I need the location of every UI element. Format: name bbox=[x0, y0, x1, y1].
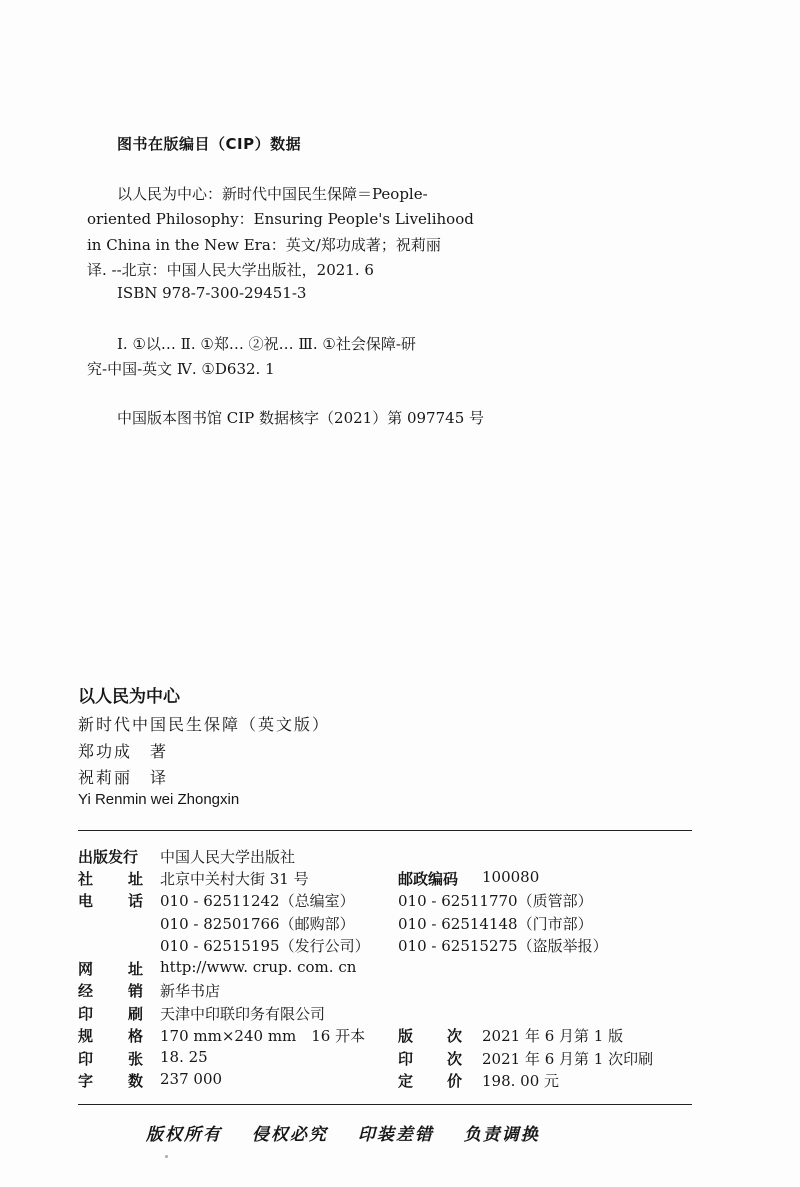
book-title: 以人民为中心 bbox=[78, 687, 180, 707]
copyright-notice bbox=[146, 1120, 562, 1145]
imprint-spec-row bbox=[0, 1025, 700, 1047]
sheets-label-1: 印 bbox=[78, 1050, 94, 1068]
price-value: 198. 00 元 bbox=[482, 1072, 560, 1090]
spec-label-2: 格 bbox=[128, 1027, 144, 1045]
book-author: 郑功成 著 bbox=[78, 742, 169, 761]
imprint-address-row bbox=[0, 868, 700, 890]
edition-label-2: 次 bbox=[447, 1027, 463, 1045]
top-divider bbox=[78, 830, 692, 831]
edition-value: 2021 年 6 月第 1 版 bbox=[482, 1027, 624, 1045]
imprint-words-row bbox=[0, 1070, 700, 1092]
imprint-phone-row-2 bbox=[0, 913, 700, 935]
sheets-value: 18. 25 bbox=[160, 1048, 208, 1066]
book-translator: 祝莉丽 译 bbox=[78, 768, 169, 787]
distributor-value: 新华书店 bbox=[160, 982, 221, 1000]
cip-line-3: in China in the New Era：英文/郑功成著；祝莉丽 bbox=[87, 236, 441, 254]
postcode-value: 100080 bbox=[482, 868, 540, 886]
phone-right-3: 010 - 62515275（盗版举报） bbox=[398, 937, 608, 955]
phone-left-3: 010 - 62515195（发行公司） bbox=[160, 937, 370, 955]
words-label-2: 数 bbox=[128, 1072, 144, 1090]
web-value: http://www. crup. com. cn bbox=[160, 958, 357, 976]
imprint-phone-row-1 bbox=[0, 890, 700, 912]
phone-label-1: 电 bbox=[78, 892, 94, 910]
phone-label-2: 话 bbox=[128, 892, 144, 910]
cip-classification-1: Ⅰ. ①以… Ⅱ. ①郑… ②祝… Ⅲ. ①社会保障-研 bbox=[117, 335, 416, 353]
publisher-label: 出版发行 bbox=[78, 848, 139, 866]
publisher-value: 中国人民大学出版社 bbox=[160, 848, 296, 866]
cip-line-4: 译. --北京：中国人民大学出版社，2021. 6 bbox=[87, 261, 374, 279]
address-label-2: 址 bbox=[128, 870, 144, 888]
printer-value: 天津中印联印务有限公司 bbox=[160, 1005, 326, 1023]
printer-label-1: 印 bbox=[78, 1005, 94, 1023]
copyright-phrase-1: 版权所有 bbox=[146, 1125, 222, 1145]
cip-line-2: oriented Philosophy：Ensuring People's Livelihood bbox=[87, 210, 474, 228]
paper-speck bbox=[165, 1155, 168, 1158]
postcode-label: 邮政编码 bbox=[398, 870, 459, 888]
cip-isbn: ISBN 978-7-300-29451-3 bbox=[117, 284, 307, 302]
copyright-phrase-2: 侵权必究 bbox=[251, 1125, 328, 1145]
cip-number: 中国版本图书馆 CIP 数据核字（2021）第 097745 号 bbox=[117, 409, 485, 427]
distributor-label-1: 经 bbox=[78, 982, 94, 1000]
price-label-2: 价 bbox=[447, 1072, 463, 1090]
phone-right-2: 010 - 62514148（门市部） bbox=[398, 915, 593, 933]
cip-line-1: 以人民为中心：新时代中国民生保障＝People- bbox=[117, 185, 428, 203]
printing-label-1: 印 bbox=[398, 1050, 414, 1068]
bottom-divider bbox=[78, 1104, 692, 1105]
cip-heading: 图书在版编目（CIP）数据 bbox=[117, 135, 302, 153]
web-label-2: 址 bbox=[128, 960, 144, 978]
phone-left-2: 010 - 82501766（邮购部） bbox=[160, 915, 355, 933]
printer-label-2: 刷 bbox=[128, 1005, 144, 1023]
address-label-1: 社 bbox=[78, 870, 94, 888]
address-value: 北京中关村大街 31 号 bbox=[160, 870, 309, 888]
imprint-printer-row bbox=[0, 1003, 700, 1025]
spec-label-1: 规 bbox=[78, 1027, 94, 1045]
phone-left-1: 010 - 62511242（总编室） bbox=[160, 892, 355, 910]
printing-value: 2021 年 6 月第 1 次印刷 bbox=[482, 1050, 654, 1068]
copyright-phrase-4: 负责调换 bbox=[463, 1125, 540, 1145]
web-label-1: 网 bbox=[78, 960, 94, 978]
words-value: 237 000 bbox=[160, 1070, 223, 1088]
book-subtitle: 新时代中国民生保障（英文版） bbox=[78, 715, 331, 734]
phone-right-1: 010 - 62511770（质管部） bbox=[398, 892, 593, 910]
spec-value: 170 mm×240 mm 16 开本 bbox=[160, 1027, 366, 1045]
book-pinyin: Yi Renmin wei Zhongxin bbox=[78, 791, 240, 808]
imprint-sheets-row bbox=[0, 1048, 700, 1070]
imprint-web-row bbox=[0, 958, 700, 980]
imprint-phone-row-3 bbox=[0, 935, 700, 957]
cip-classification-2: 究-中国-英文 Ⅳ. ①D632. 1 bbox=[87, 360, 275, 378]
edition-label-1: 版 bbox=[398, 1027, 414, 1045]
sheets-label-2: 张 bbox=[128, 1050, 144, 1068]
imprint-distributor-row bbox=[0, 980, 700, 1002]
imprint-publisher-row bbox=[0, 846, 700, 868]
printing-label-2: 次 bbox=[447, 1050, 463, 1068]
copyright-phrase-3: 印装差错 bbox=[357, 1125, 434, 1145]
distributor-label-2: 销 bbox=[128, 982, 144, 1000]
price-label-1: 定 bbox=[398, 1072, 414, 1090]
words-label-1: 字 bbox=[78, 1072, 94, 1090]
